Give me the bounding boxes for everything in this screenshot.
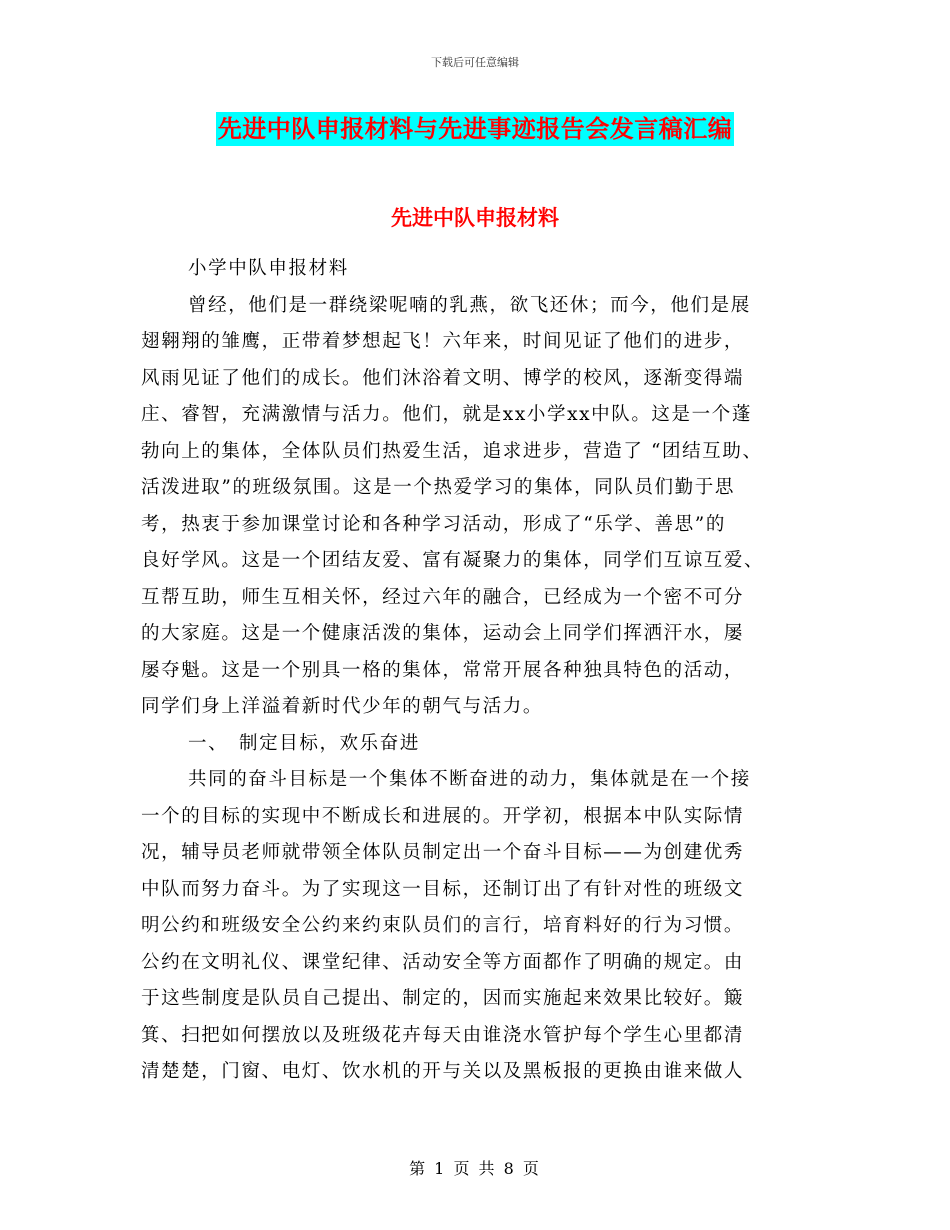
paragraph-line: 互帮互助，师生互相关怀，经过六年的融合，已经成为一个密不可分 <box>141 586 745 608</box>
paragraph-line: 翅翱翔的雏鹰，正带着梦想起飞！六年来，时间见证了他们的进步， <box>141 331 745 352</box>
paragraph-line: 的大家庭。这是一个健康活泼的集体，运动会上同学们挥洒汗水，屡 <box>141 623 745 644</box>
header-note: 下载后可任意编辑 <box>431 56 519 69</box>
paragraph-line: 考，热衷于参加课堂讨论和各种学习活动，形成了“乐学、善思”的 <box>141 513 726 535</box>
paragraph-line: 庄、睿智，充满激情与活力。他们，就是xx小学xx中队。这是一个蓬 <box>141 404 752 425</box>
paragraph-line: 中队而努力奋斗。为了实现这一目标，还制订出了有针对性的班级文 <box>141 878 745 900</box>
paragraph-line: 于这些制度是队员自己提出、制定的，因而实施起来效果比较好。簸 <box>141 988 745 1009</box>
paragraph-line: 箕、扫把如何摆放以及班级花卉每天由谁浇水管护每个学生心里都清 <box>141 1024 745 1046</box>
main-title-container <box>0 112 950 146</box>
paragraph-line: 明公约和班级安全公约来约束队员们的言行，培育料好的行为习惯。 <box>141 915 745 936</box>
section-title: 先进中队申报材料 <box>391 205 559 230</box>
document-body <box>141 251 821 1091</box>
paragraph-line: 况，辅导员老师就带领全体队员制定出一个奋斗目标——为创建优秀 <box>141 842 745 863</box>
paragraph-line: 勃向上的集体，全体队员们热爱生活，追求进步，营造了 “团结互助、 <box>141 440 763 462</box>
paragraph-line: 屡夺魁。这是一个别具一格的集体，常常开展各种独具特色的活动， <box>141 659 745 681</box>
paragraph-line: 清楚楚，门窗、电灯、饮水机的开与关以及黑板报的更换由谁来做人 <box>141 1061 745 1082</box>
paragraph-line: 风雨见证了他们的成长。他们沐浴着文明、博学的校风，逐渐变得端 <box>141 367 745 389</box>
paragraph-line: 公约在文明礼仪、课堂纪律、活动安全等方面都作了明确的规定。由 <box>141 951 745 973</box>
paragraph-line: 活泼进取”的班级氛围。这是一个热爱学习的集体，同队员们勤于思 <box>141 477 735 498</box>
paragraph-line: 曾经，他们是一群绕梁呢喃的乳燕，欲飞还休；而今，他们是展 <box>188 294 751 316</box>
page-footer: 第 1 页 共 8 页 <box>409 1159 541 1178</box>
paragraph-line: 良好学风。这是一个团结友爱、富有凝聚力的集体，同学们互谅互爱、 <box>141 550 765 571</box>
paragraph-line: 一个的目标的实现中不断成长和进展的。开学初，根据本中队实际情 <box>141 805 745 827</box>
heading-line: 一、 制定目标，欢乐奋进 <box>188 732 420 754</box>
paragraph-line: 共同的奋斗目标是一个集体不断奋进的动力，集体就是在一个接 <box>188 769 751 790</box>
paragraph-line: 同学们身上洋溢着新时代少年的朝气与活力。 <box>141 696 544 717</box>
main-title: 先进中队申报材料与先进事迹报告会发言稿汇编 <box>216 112 735 146</box>
subtitle-line: 小学中队申报材料 <box>188 258 349 279</box>
